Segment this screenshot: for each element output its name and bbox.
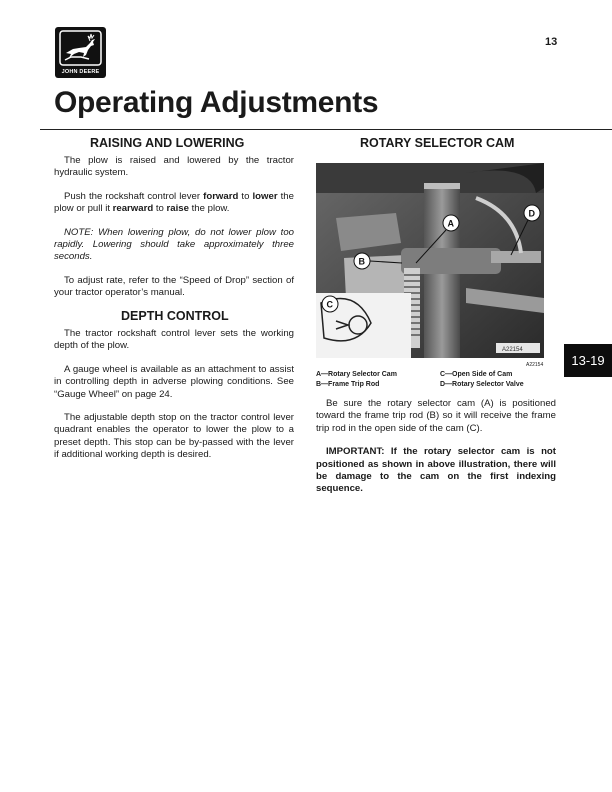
right-column-text bbox=[316, 398, 556, 507]
rotary-selector-cam-photo bbox=[316, 163, 544, 358]
left-column bbox=[54, 155, 294, 311]
callout-c bbox=[322, 296, 338, 312]
heading-depth-control: DEPTH CONTROL bbox=[121, 309, 229, 323]
john-deere-logo bbox=[55, 27, 106, 78]
figure-number: A22154 bbox=[526, 362, 544, 368]
deer-icon bbox=[59, 30, 102, 66]
important-warning: IMPORTANT: If the rotary selector cam is not positioned as shown in above illustration, there will be damage to the cam on the first indexing sequence. bbox=[316, 446, 556, 495]
svg-text:B: B bbox=[358, 256, 365, 267]
caption-b: B—Frame Trip Rod bbox=[316, 381, 380, 388]
photo-stamp: A22154 bbox=[502, 347, 523, 353]
emphasis: rearward bbox=[112, 203, 154, 215]
caption-c: C—Open Side of Cam bbox=[440, 371, 513, 378]
emphasis: forward bbox=[203, 190, 239, 202]
paragraph: The adjustable depth stop on the tractor control lever quadrant enables the operator to lower the plow to a preset depth. This stop can be by-passed with the lever if additional working depth is desired. bbox=[54, 412, 294, 461]
paragraph: Be sure the rotary selector cam (A) is positioned toward the frame trip rod (B) so it will receive the frame trip rod in the open side of the cam (C). bbox=[316, 398, 556, 434]
emphasis: lower bbox=[252, 190, 278, 202]
emphasis: raise bbox=[166, 203, 189, 215]
caption-a: A—Rotary Selector Cam bbox=[316, 371, 397, 378]
page-title: Operating Adjustments bbox=[54, 86, 379, 119]
paragraph: The tractor rockshaft control lever sets the working depth of the plow. bbox=[54, 328, 294, 352]
title-rule bbox=[40, 129, 612, 130]
caption-right bbox=[440, 370, 524, 390]
page-number: 13 bbox=[545, 36, 558, 48]
logo-text: JOHN DEERE bbox=[61, 69, 100, 75]
machine-photo-illustration bbox=[316, 163, 544, 358]
paragraph: To adjust rate, refer to the “Speed of Drop” section of your tractor operator’s manual. bbox=[54, 274, 294, 299]
caption-d: D—Rotary Selector Valve bbox=[440, 381, 524, 388]
note: NOTE: When lowering plow, do not lower plow too rapidly. Lowering should take approximately three seconds. bbox=[54, 226, 294, 263]
paragraph: A gauge wheel is available as an attachment to assist in controlling depth in adverse plowing conditions. See “Gauge Wheel” on page 24. bbox=[54, 363, 294, 400]
paragraph: The plow is raised and lowered by the tractor hydraulic system. bbox=[54, 155, 294, 179]
caption-left bbox=[316, 370, 397, 390]
svg-text:C: C bbox=[326, 299, 333, 310]
svg-text:A: A bbox=[447, 218, 454, 229]
left-column-depth bbox=[54, 328, 294, 473]
heading-rotary-selector-cam: ROTARY SELECTOR CAM bbox=[360, 136, 515, 150]
paragraph: Push the rockshaft control lever forward to lower the plow or pull it rearward to raise the plow. bbox=[54, 190, 294, 215]
svg-text:D: D bbox=[528, 208, 535, 219]
heading-raising-lowering: RAISING AND LOWERING bbox=[90, 136, 245, 150]
section-tab: 13-19 bbox=[564, 344, 612, 377]
